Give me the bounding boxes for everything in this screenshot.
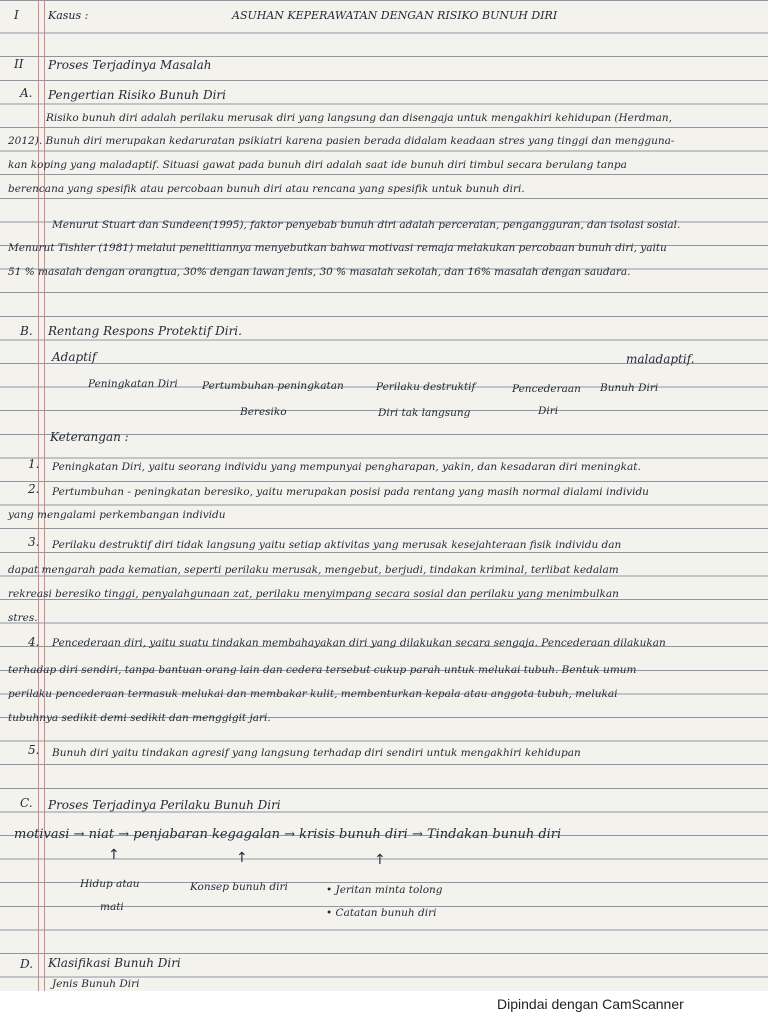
list-item-line: tubuhnya sedikit demi sedikit dan menggigit jari. [8,712,271,724]
section-number-i: I [14,8,19,22]
section-d-title: Klasifikasi Bunuh Diri [48,956,181,970]
section-b-letter: B. [20,324,33,338]
section-number-ii: II [14,57,24,71]
section-c-letter: C. [20,796,33,810]
arrow-up-icon: ↑ [236,850,248,866]
list-number: 1. [28,457,40,471]
list-item-line: terhadap diri sendiri, tanpa bantuan orang lain dan cedera tersebut cukup parah untuk melukai tubuh. Bentuk umum [8,664,637,676]
list-item-line: Bunuh diri yaitu tindakan agresif yang langsung terhadap diri sendiri untuk mengakhiri kehidupan [52,747,581,759]
maladaptif-label: maladaptif. [626,352,695,366]
list-item-line: Pencederaan diri, yaitu suatu tindakan membahayakan diri yang dilakukan secara sengaja. Pencederaan dilakukan [52,637,666,649]
section-ii-title: Proses Terjadinya Masalah [48,58,212,72]
flow-note: mati [100,901,124,913]
list-number: 4. [28,635,40,649]
list-item-line: Pertumbuhan - peningkatan beresiko, yaitu merupakan posisi pada rentang yang masih normal dialami individu [52,486,649,498]
spectrum-item-sub: Diri [538,405,559,417]
list-item-line: Perilaku destruktif diri tidak langsung yaitu setiap aktivitas yang merusak kesejahteraan fisik individu dan [52,539,622,551]
section-a-letter: A. [20,86,33,100]
flow-note: Hidup atau [80,878,140,890]
paragraph-line: Menurut Stuart dan Sundeen(1995), faktor penyebab bunuh diri adalah perceraian, pengangguran, dan isolasi sosial. [52,219,681,231]
spectrum-item: Pencederaan [512,383,581,395]
paragraph-line: 2012). Bunuh diri merupakan kedaruratan psikiatri karena pasien berada didalam keadaan stres yang tinggi dan mengguna- [8,135,675,147]
scanner-watermark: Dipindai dengan CamScanner [497,996,684,1012]
spectrum-item-sub: Beresiko [240,406,287,418]
list-number: 5. [28,743,40,757]
list-item-line: rekreasi beresiko tinggi, penyalahgunaan zat, perilaku menyimpang secara sosial dan perilaku yang menimbulkan [8,588,619,600]
flow-note: • Jeritan minta tolong [326,884,443,896]
flow-note: • Catatan bunuh diri [326,907,437,919]
list-item-line: perilaku pencederaan termasuk melukai dan membakar kulit, membenturkan kepala atau anggota tubuh, melukai [8,688,618,700]
list-number: 2. [28,482,40,496]
adaptif-label: Adaptif [52,350,97,364]
spectrum-item: Pertumbuhan peningkatan [202,380,344,392]
list-item-line: stres. [8,612,38,624]
section-a-title: Pengertian Risiko Bunuh Diri [48,88,227,102]
paragraph-line: berencana yang spesifik atau percobaan bunuh diri atau rencana yang spesifik untuk bunuh diri. [8,183,525,195]
process-flow: motivasi → niat → penjabaran kegagalan → krisis bunuh diri → Tindakan bunuh diri [14,827,562,842]
page-title: ASUHAN KEPERAWATAN DENGAN RISIKO BUNUH DIRI [232,9,558,22]
keterangan-label: Keterangan : [50,430,129,444]
spectrum-item: Bunuh Diri [600,382,659,394]
spectrum-item: Perilaku destruktif [376,381,476,393]
flow-note: Konsep bunuh diri [190,881,288,893]
section-d-line: Jenis Bunuh Diri [52,978,140,990]
section-c-title: Proses Terjadinya Perilaku Bunuh Diri [48,798,281,812]
paragraph-line: Menurut Tishler (1981) melalui penelitiannya menyebutkan bahwa motivasi remaja melakukan percobaan bunuh diri, yaitu [8,242,667,254]
list-item-line: yang mengalami perkembangan individu [8,509,226,521]
paragraph-line: 51 % masalah dengan orangtua, 30% dengan lawan jenis, 30 % masalah sekolah, dan 16% masalah dengan saudara. [8,266,631,278]
arrow-up-icon: ↑ [108,847,120,863]
paragraph-line: kan koping yang maladaptif. Situasi gawat pada bunuh diri adalah saat ide bunuh diri timbul secara berulang tanpa [8,159,627,171]
case-label: Kasus : [48,9,89,22]
section-d-letter: D. [20,957,34,971]
arrow-up-icon: ↑ [374,852,386,868]
spectrum-item: Peningkatan Diri [88,378,178,390]
spectrum-item-sub: Diri tak langsung [378,407,471,419]
list-item-line: dapat mengarah pada kematian, seperti perilaku merusak, mengebut, berjudi, tindakan kriminal, terlibat kedalam [8,564,619,576]
paragraph-line: Risiko bunuh diri adalah perilaku merusak diri yang langsung dan disengaja untuk mengakhiri kehidupan (Herdman, [46,112,672,124]
section-b-title: Rentang Respons Protektif Diri. [48,324,242,338]
list-number: 3. [28,535,40,549]
list-item-line: Peningkatan Diri, yaitu seorang individu yang mempunyai pengharapan, yakin, dan kesadaran diri meningkat. [52,461,641,473]
